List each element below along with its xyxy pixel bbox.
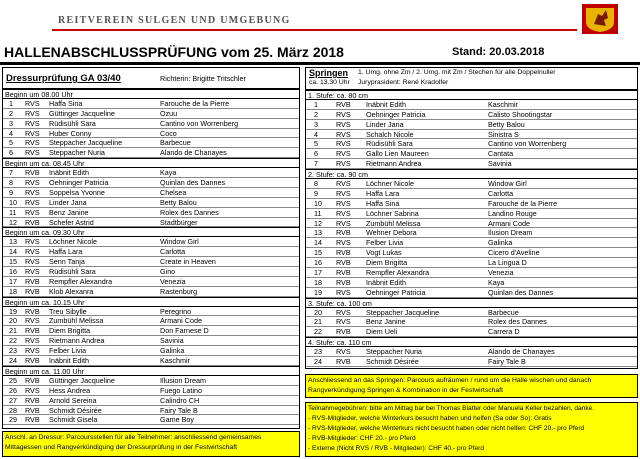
start-number: 12 xyxy=(9,217,17,227)
rider: Diem Brigitta xyxy=(366,258,408,268)
rider: Rempfler Alexandra xyxy=(366,268,430,278)
dressage-note: Anschl. an Dressur: Parcoursstellen für alle Teilnehmer: anschliessend gemeinsames Mittagessen und Rangverkündigung der Dressurprüfung in der Festwirtschaft xyxy=(2,431,300,457)
jumping-panel xyxy=(305,67,638,369)
horse: Cantino von Worrenberg xyxy=(160,118,239,128)
club: RVS xyxy=(336,188,351,198)
table-row xyxy=(3,307,299,317)
club: RVS xyxy=(25,187,40,197)
table-row xyxy=(3,316,299,326)
rider: Schmidt Désirée xyxy=(366,357,419,367)
table-row xyxy=(306,278,637,288)
rider: Schmidt Désirée xyxy=(49,405,102,415)
start-number: 16 xyxy=(9,267,17,277)
table-row xyxy=(306,110,637,120)
start-number: 24 xyxy=(9,356,17,366)
dressage-group-heading: Beginn um ca. 10.15 Uhr xyxy=(3,297,299,307)
horse: Kaschmir xyxy=(488,99,518,109)
rider: Schalch Nicole xyxy=(366,129,414,139)
rider: Rempfler Alexandra xyxy=(49,276,113,286)
horse: Savinia xyxy=(160,336,184,346)
horse: Coco xyxy=(160,128,177,138)
start-number: 15 xyxy=(314,248,322,258)
club: RVS xyxy=(336,208,351,218)
club: RVB xyxy=(25,326,40,336)
start-number: 22 xyxy=(314,327,322,337)
horse: La Lingua D xyxy=(488,258,527,268)
club: RVS xyxy=(336,238,351,248)
table-row xyxy=(306,357,637,367)
rider: Zumbühl Melissa xyxy=(366,218,421,228)
rider: Senn Tanja xyxy=(49,257,85,267)
jumping-group-heading: 1. Stufe: ca. 80 cm xyxy=(306,90,637,100)
horse: Venezia xyxy=(160,276,186,286)
club: RVS xyxy=(25,237,40,247)
table-row xyxy=(306,120,637,130)
club: RVS xyxy=(336,109,351,119)
rider: Felber Livia xyxy=(49,346,87,356)
dressage-panel xyxy=(2,67,300,429)
table-row xyxy=(306,248,637,258)
club: RVS xyxy=(336,129,351,139)
rider: Güttinger Jacqueline xyxy=(49,108,115,118)
start-number: 27 xyxy=(9,395,17,405)
rider: Gallo Lien Maureen xyxy=(366,149,429,159)
rider: Inäbnit Edith xyxy=(366,277,406,287)
table-row xyxy=(306,258,637,268)
start-number: 14 xyxy=(9,247,17,257)
horse: Rolex des Dannes xyxy=(488,317,547,327)
title-rule xyxy=(0,62,640,65)
table-row xyxy=(306,238,637,248)
rider: Inäbnit Edith xyxy=(366,99,406,109)
start-number: 19 xyxy=(314,287,322,297)
table-row xyxy=(3,287,299,297)
horse: Venezia xyxy=(488,268,514,278)
club: RVS xyxy=(336,198,351,208)
horse: Landino Rouge xyxy=(488,208,537,218)
rider: Oehninger Patricia xyxy=(366,287,426,297)
horse: Kaya xyxy=(488,277,505,287)
club: RVB xyxy=(336,99,351,109)
rider: Treu Sibylle xyxy=(49,306,87,316)
horse: Cantata xyxy=(488,149,514,159)
horse: Chelsea xyxy=(160,187,187,197)
start-number: 8 xyxy=(9,178,13,188)
rider: Haffa Lara xyxy=(366,188,400,198)
rider: Steppacher Nuria xyxy=(49,148,105,158)
horse: Create in Heaven xyxy=(160,257,216,267)
horse: Ozuu xyxy=(160,108,178,118)
start-number: 6 xyxy=(9,148,13,158)
horse: Farouche de la Pierre xyxy=(488,198,558,208)
horse: Savinia xyxy=(488,159,512,169)
start-number: 6 xyxy=(314,149,318,159)
horse: Calisto Shootingstar xyxy=(488,109,553,119)
club: RVB xyxy=(25,356,40,366)
table-row xyxy=(306,219,637,229)
rider: Huber Conny xyxy=(49,128,92,138)
horse: Cantino von Worrenberg xyxy=(488,139,567,149)
horse: Game Boy xyxy=(160,415,194,425)
start-number: 5 xyxy=(314,139,318,149)
start-number: 4 xyxy=(9,128,13,138)
horse: Armani Code xyxy=(488,218,530,228)
club: RVS xyxy=(25,207,40,217)
table-row xyxy=(306,209,637,219)
dressage-group-heading: Beginn um ca. 08.45 Uhr xyxy=(3,158,299,168)
start-number: 12 xyxy=(314,218,322,228)
club: RVS xyxy=(336,149,351,159)
club: RVB xyxy=(336,258,351,268)
jumping-note: Anschliessend an das Springen: Parcours aufräumen / rund um die Halle wischen und danach Rangverkündigung Springen & Kombination in der Festwirtschaft xyxy=(305,374,638,398)
horse: Galinka xyxy=(160,346,185,356)
table-row xyxy=(3,326,299,336)
start-number: 28 xyxy=(9,405,17,415)
start-number: 4 xyxy=(314,129,318,139)
rider: Rietmann Andrea xyxy=(366,159,422,169)
club: RVB xyxy=(25,395,40,405)
horse: Galinka xyxy=(488,238,513,248)
dressage-group-heading: Beginn um ca. 09.30 Uhr xyxy=(3,227,299,237)
horse: Stadtbürger xyxy=(160,217,198,227)
table-row xyxy=(3,129,299,139)
club: RVB xyxy=(25,276,40,286)
start-number: 13 xyxy=(9,237,17,247)
rider: Inäbnit Edith xyxy=(49,356,89,366)
horse: Alando de Chanayes xyxy=(488,347,555,357)
start-number: 7 xyxy=(314,159,318,169)
jumping-group-heading: 4. Stufe: ca. 110 cm xyxy=(306,337,637,347)
rider: Haffa Lara xyxy=(49,247,83,257)
table-row xyxy=(3,406,299,416)
start-number: 26 xyxy=(9,385,17,395)
table-row xyxy=(3,168,299,178)
rider: Löchner Sabrina xyxy=(366,208,419,218)
start-number: 8 xyxy=(314,179,318,189)
table-row xyxy=(3,356,299,366)
club: RVS xyxy=(25,385,40,395)
horse: Farouche de la Pierre xyxy=(160,98,230,108)
club: RVS xyxy=(25,108,40,118)
rider: Klob Alexanra xyxy=(49,286,94,296)
club: RVB xyxy=(25,415,40,425)
table-row xyxy=(3,396,299,406)
club: RVB xyxy=(336,228,351,238)
start-number: 18 xyxy=(314,277,322,287)
club: RVB xyxy=(336,327,351,337)
club: RVB xyxy=(25,168,40,178)
rider: Soppelsa Yvonne xyxy=(49,187,105,197)
dressage-group-heading: Beginn um 08.00 Uhr xyxy=(3,89,299,99)
dressage-judge: Richterin: Brigitte Tritschler xyxy=(160,74,246,83)
jumping-time: ca. 13.30 Uhr xyxy=(309,79,350,86)
start-number: 17 xyxy=(314,268,322,278)
club: RVS xyxy=(336,179,351,189)
table-row xyxy=(306,317,637,327)
horse: Armani Code xyxy=(160,316,202,326)
table-row xyxy=(3,257,299,267)
club: RVB xyxy=(25,217,40,227)
table-row xyxy=(3,237,299,247)
start-number: 19 xyxy=(9,306,17,316)
club: RVB xyxy=(336,277,351,287)
club-name: REITVEREIN SULGEN UND UMGEBUNG xyxy=(58,15,291,26)
start-number: 2 xyxy=(314,109,318,119)
horse: Alando de Chanayes xyxy=(160,148,227,158)
table-row xyxy=(3,267,299,277)
start-number: 10 xyxy=(9,197,17,207)
club: RVB xyxy=(25,306,40,316)
table-row xyxy=(3,208,299,218)
start-number: 25 xyxy=(9,375,17,385)
horse: Don Farnese D xyxy=(160,326,209,336)
jumping-jury: Juryprasident: René Kradolfer xyxy=(358,79,449,86)
club: RVS xyxy=(25,346,40,356)
rider: Linder Jana xyxy=(366,119,404,129)
club: RVS xyxy=(25,316,40,326)
horse: Barbecue xyxy=(488,307,519,317)
horse: Fuego Latino xyxy=(160,385,202,395)
club: RVS xyxy=(25,336,40,346)
table-row xyxy=(3,188,299,198)
start-number: 20 xyxy=(314,307,322,317)
start-number: 15 xyxy=(9,257,17,267)
start-number: 11 xyxy=(9,207,17,217)
horse: Betty Balou xyxy=(488,119,525,129)
club: RVS xyxy=(25,267,40,277)
table-row xyxy=(3,138,299,148)
club: RVS xyxy=(336,139,351,149)
start-number: 1 xyxy=(314,99,318,109)
start-number: 23 xyxy=(9,346,17,356)
start-number: 13 xyxy=(314,228,322,238)
table-row xyxy=(306,199,637,209)
table-row xyxy=(3,109,299,119)
club: RVB xyxy=(25,405,40,415)
club: RVS xyxy=(336,218,351,228)
start-number: 21 xyxy=(9,326,17,336)
horse: Carlotta xyxy=(160,247,186,257)
rider: Vogt Lukas xyxy=(366,248,402,258)
start-number: 9 xyxy=(314,188,318,198)
club: RVS xyxy=(336,317,351,327)
start-number: 5 xyxy=(9,138,13,148)
table-row xyxy=(306,130,637,140)
table-row xyxy=(3,415,299,425)
table-row xyxy=(306,308,637,318)
table-row xyxy=(306,347,637,357)
club: RVS xyxy=(25,197,40,207)
rider: Zumbühl Melissa xyxy=(49,316,104,326)
horse: Kaschmir xyxy=(160,356,190,366)
rider: Hess Andrea xyxy=(49,385,91,395)
table-row xyxy=(3,99,299,109)
rider: Schmidt Gisela xyxy=(49,415,98,425)
rider: Steppacher Jacqueline xyxy=(366,307,440,317)
page-title: HALLENABSCHLUSSPRÜFUNG vom 25. März 2018 xyxy=(4,44,344,60)
jumping-title: Springen xyxy=(309,68,349,78)
start-number: 29 xyxy=(9,415,17,425)
rider: Rietmann Andrea xyxy=(49,336,105,346)
start-number: 9 xyxy=(9,187,13,197)
club: RVS xyxy=(25,98,40,108)
fees-box: Teilnahmegebühren: bitte am Mittag bar bei Thomas Blatter oder Manuela Keller bezahlen, danke. - RVS-Mitglieder, welche Winterkurs besucht haben und helfen (Sa oder So): Gratis - RVS-Mitglieder, welche Winterkurs nicht besucht haben oder nicht helfen: CHF 20.- pro Pferd - RVB-Mitglieder: CHF 20.- pro Pferd - Externe (Nicht RVS / RVB - Mitglieder): CHF 40.- pro Pferd xyxy=(305,402,638,457)
rider: Benz Janine xyxy=(366,317,406,327)
table-row xyxy=(306,228,637,238)
club: RVB xyxy=(336,357,351,367)
rider: Rüdisühli Sara xyxy=(366,139,413,149)
club: RVB xyxy=(336,268,351,278)
horse: Rolex des Dannes xyxy=(160,207,219,217)
table-row xyxy=(306,179,637,189)
dressage-group-heading: Beginn um ca. 11.00 Uhr xyxy=(3,366,299,376)
horse: Betty Balou xyxy=(160,197,197,207)
horse: Calindro CH xyxy=(160,395,200,405)
horse: Barbecue xyxy=(160,138,191,148)
table-row xyxy=(3,386,299,396)
jumping-subtitle: 1. Umg. ohne Zm / 2. Umg. mit Zm / Stechen für alle Doppelnuller xyxy=(358,69,556,76)
rider: Linder Jana xyxy=(49,197,87,207)
table-row xyxy=(3,148,299,158)
jumping-group-heading: 3. Stufe: ca. 100 cm xyxy=(306,298,637,308)
start-number: 24 xyxy=(314,357,322,367)
horse: Carlotta xyxy=(488,188,514,198)
table-row xyxy=(3,119,299,129)
start-number: 23 xyxy=(314,347,322,357)
club-logo-icon xyxy=(582,4,618,34)
table-row xyxy=(306,288,637,298)
horse: Window Girl xyxy=(160,237,199,247)
rider: Felber Livia xyxy=(366,238,404,248)
horse: Fairy Tale B xyxy=(160,405,198,415)
horse: Window Girl xyxy=(488,179,527,189)
table-row xyxy=(306,189,637,199)
club: RVB xyxy=(25,286,40,296)
dressage-title: Dressurprüfung GA 03/40 xyxy=(6,73,121,84)
start-number: 18 xyxy=(9,286,17,296)
page-header xyxy=(0,0,640,42)
table-row xyxy=(3,376,299,386)
rider: Schefer Astrid xyxy=(49,217,94,227)
horse: Sinistra S xyxy=(488,129,519,139)
table-row xyxy=(306,100,637,110)
rider: Diem Ueli xyxy=(366,327,398,337)
rider: Benz Janine xyxy=(49,207,89,217)
rider: Löchner Nicole xyxy=(49,237,97,247)
table-row xyxy=(3,336,299,346)
table-row xyxy=(3,277,299,287)
jumping-list xyxy=(306,90,637,367)
table-row xyxy=(306,159,637,169)
club: RVB xyxy=(336,248,351,258)
rider: Steppacher Nuria xyxy=(366,347,422,357)
club: RVS xyxy=(25,178,40,188)
club: RVS xyxy=(25,257,40,267)
start-number: 17 xyxy=(9,276,17,286)
club: RVS xyxy=(25,148,40,158)
table-row xyxy=(306,268,637,278)
table-row xyxy=(3,178,299,188)
jumping-group-heading: 2. Stufe: ca. 90 cm xyxy=(306,169,637,179)
table-row xyxy=(306,139,637,149)
start-number: 16 xyxy=(314,258,322,268)
rider: Rüdisühli Sara xyxy=(49,267,96,277)
start-number: 7 xyxy=(9,168,13,178)
dressage-list xyxy=(3,89,299,425)
table-row xyxy=(306,149,637,159)
rider: Wehner Debora xyxy=(366,228,417,238)
table-row xyxy=(3,198,299,208)
start-number: 3 xyxy=(314,119,318,129)
club-underline xyxy=(52,29,577,31)
horse: Quinlan des Dannes xyxy=(160,178,226,188)
rider: Haffa Sina xyxy=(49,98,83,108)
rider: Haffa Sina xyxy=(366,198,400,208)
start-number: 1 xyxy=(9,98,13,108)
rider: Arnold Sereina xyxy=(49,395,97,405)
rider: Oehninger Patricia xyxy=(49,178,109,188)
horse: Carrera D xyxy=(488,327,520,337)
start-number: 14 xyxy=(314,238,322,248)
rider: Diem Brigitta xyxy=(49,326,91,336)
stand-date: Stand: 20.03.2018 xyxy=(452,46,545,58)
rider: Güttinger Jacqueline xyxy=(49,375,115,385)
club: RVS xyxy=(336,287,351,297)
club: RVS xyxy=(25,138,40,148)
start-number: 11 xyxy=(314,208,322,218)
club: RVB xyxy=(25,375,40,385)
table-row xyxy=(3,346,299,356)
start-number: 21 xyxy=(314,317,322,327)
horse: Rastenburg xyxy=(160,286,198,296)
club: RVS xyxy=(336,307,351,317)
club: RVS xyxy=(336,347,351,357)
horse: Peregrino xyxy=(160,306,192,316)
club: RVS xyxy=(25,247,40,257)
horse: Cicero d'Aveline xyxy=(488,248,540,258)
club: RVS xyxy=(336,119,351,129)
horse: Illusion Dream xyxy=(160,375,206,385)
start-number: 3 xyxy=(9,118,13,128)
rider: Rüdisühli Sara xyxy=(49,118,96,128)
start-number: 10 xyxy=(314,198,322,208)
horse: Quinlan des Dannes xyxy=(488,287,554,297)
horse: Kaya xyxy=(160,168,177,178)
start-number: 22 xyxy=(9,336,17,346)
club: RVS xyxy=(336,159,351,169)
club: RVS xyxy=(25,128,40,138)
rider: Oehninger Patricia xyxy=(366,109,426,119)
rider: Löchner Nicole xyxy=(366,179,414,189)
club: RVS xyxy=(25,118,40,128)
table-row xyxy=(3,247,299,257)
rider: Steppacher Jacqueline xyxy=(49,138,123,148)
table-row xyxy=(306,327,637,337)
horse: Gino xyxy=(160,267,176,277)
horse: Fairy Tale B xyxy=(488,357,526,367)
start-number: 2 xyxy=(9,108,13,118)
rider: Inäbnit Edith xyxy=(49,168,89,178)
start-number: 20 xyxy=(9,316,17,326)
horse: Ilusion Dream xyxy=(488,228,533,238)
table-row xyxy=(3,218,299,228)
